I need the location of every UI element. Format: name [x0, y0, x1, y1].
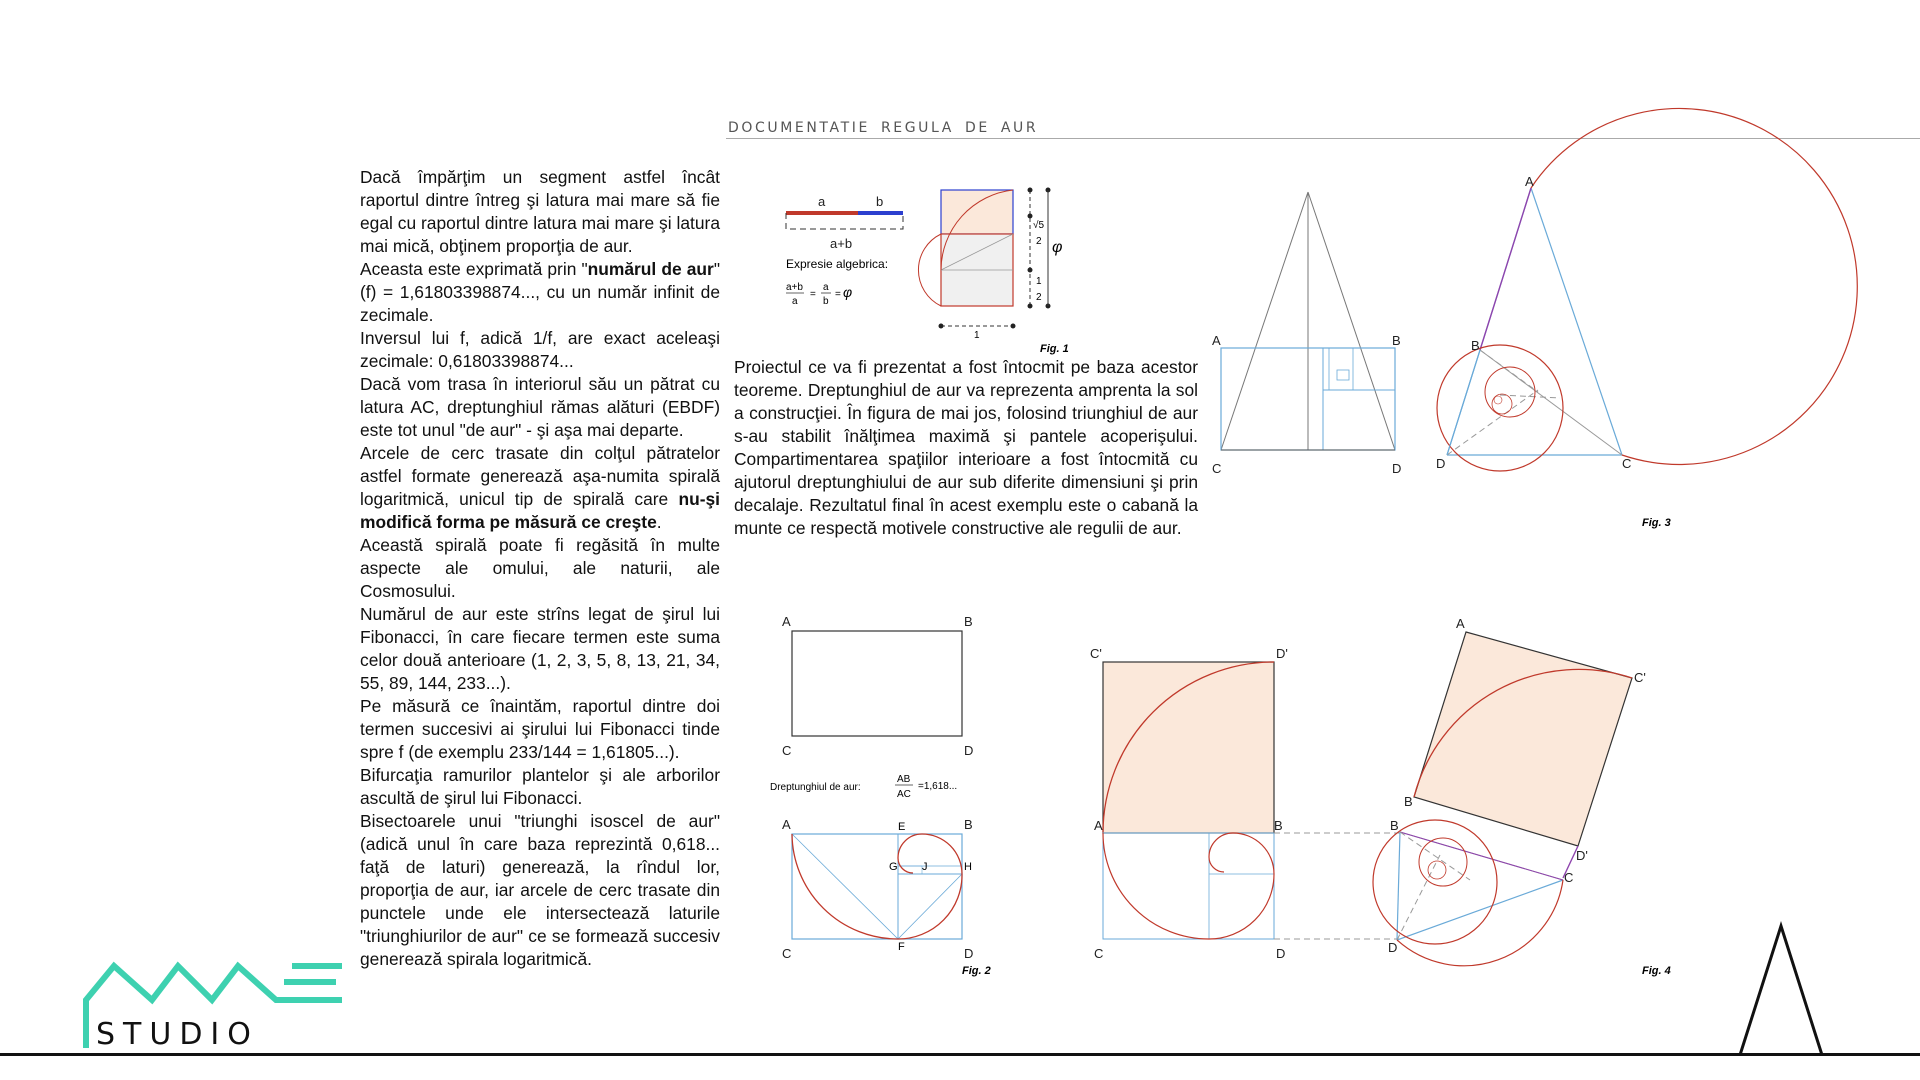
- logo-text: STUDIO: [96, 1017, 259, 1052]
- equals-1: =: [810, 289, 816, 300]
- phi-symbol: φ: [843, 284, 853, 300]
- golden-rectangle-label: Dreptunghiul de aur:: [770, 782, 861, 793]
- fig4-right-B: B: [1390, 818, 1399, 833]
- sqrt5-numerator: √5: [1033, 220, 1045, 231]
- fig3-tri-C: C: [1622, 456, 1632, 471]
- paragraph-text: Pe măsură ce înaintăm, raportul dintre doi termen succesivi ai şirului lui Fibonacci tinde spre f (de exemplu 233/144 = 1,61805...).: [360, 696, 720, 762]
- fig4-left-D-prime: D': [1276, 646, 1288, 661]
- fig-3-caption: Fig. 3: [1642, 517, 1671, 529]
- half-denominator: 2: [1036, 292, 1042, 303]
- fig4-right-C: C: [1564, 870, 1574, 885]
- fig3-tri-A: A: [1525, 174, 1534, 189]
- paragraph-text: Dacă vom trasa în interiorul său un pătrat cu latura AC, dreptunghiul rămas alături (EBDF) este tot unul "de aur" - şi aşa mai departe.: [360, 374, 720, 440]
- fig2-bottom-J: J: [922, 861, 928, 873]
- fig4-left-C-prime: C': [1090, 646, 1102, 661]
- half-numerator: 1: [1036, 276, 1042, 287]
- segment-sum-label: a+b: [830, 236, 853, 251]
- fig4-right-D: D: [1388, 940, 1398, 955]
- fig2-bottom-F: F: [898, 941, 905, 953]
- fig4-right-B-upper: B: [1404, 794, 1413, 809]
- unit-label: 1: [974, 330, 980, 341]
- paragraph-text: Arcele de cerc trasate din colţul pătratelor astfel formate generează aşa-numita spirală logaritmică, unicul tip de spirală care: [360, 443, 720, 509]
- paragraph-text: Bisectoarele unui "triunghi isoscel de aur" (adică unul în care baza reprezintă 0,618... faţă de laturi) generează, la rîndul lor, proporţia de aur, iar arcele de cerc trasate din punctele unde ele intersectează laturile "triunghiurilor de aur" ce se formează succesiv generează spirala logaritmică.: [360, 811, 720, 969]
- paragraph-text: Inversul lui f, adică 1/f, are exact aceleaşi zecimale: 0,61803398874...: [360, 328, 720, 371]
- segment-a-label: a: [818, 194, 826, 209]
- paragraph-text: Această spirală poate fi regăsită în multe aspecte ale omului, ale naturii, ale Cosmosului.: [360, 535, 720, 601]
- paragraph-text: .: [656, 512, 662, 532]
- expression-title: Expresie algebrica:: [786, 257, 889, 271]
- figure-4-right: [1373, 616, 1671, 977]
- figure-3: [1212, 108, 1857, 529]
- equals-2: =: [835, 289, 841, 300]
- fig2-top-D: D: [964, 743, 974, 758]
- fig2-top-C: C: [782, 743, 792, 758]
- fig2-bottom-D: D: [964, 946, 974, 961]
- paragraph-text: " (f) = 1,61803398874..., cu un număr infinit de zecimale.: [360, 259, 721, 325]
- fig4-left-D: D: [1276, 946, 1286, 961]
- fig4-right-D-prime: D': [1576, 848, 1588, 863]
- fraction-2-numerator: a: [823, 282, 829, 293]
- a-frame-icon: [1740, 926, 1822, 1055]
- paragraph-text: Aceasta este exprimată prin ": [360, 259, 588, 279]
- fig2-bottom-E: E: [898, 821, 906, 833]
- fig3-tri-D: D: [1436, 456, 1446, 471]
- paragraph-text: Numărul de aur este strîns legat de şirul lui Fibonacci, în care fiecare termen este suma celor două anterioare (1, 2, 3, 5, 8, 13, 21, 34, 55, 89, 144, 233...).: [360, 604, 720, 693]
- fig2-bottom-H: H: [964, 861, 972, 873]
- emphasis-text: numărul de aur: [587, 259, 714, 279]
- ratio-numerator: AB: [897, 774, 911, 785]
- fig3-rect-C: C: [1212, 461, 1222, 476]
- segment-b-label: b: [876, 194, 884, 209]
- figure-2: [770, 614, 991, 977]
- fig2-top-B: B: [964, 614, 973, 629]
- fig3-rect-D: D: [1392, 461, 1402, 476]
- paragraph-text: Dacă împărţim un segment astfel încât raportul dintre întreg şi latura mai mare să fie egal cu raportul dintre latura mai mare şi latura mai mică, obţinem proporţia de aur.: [360, 167, 720, 256]
- emphasis-text: nu-şi modifică forma pe măsură ce creşte: [360, 489, 720, 532]
- fraction-1-denominator: a: [792, 296, 798, 307]
- fig3-rect-A: A: [1212, 333, 1221, 348]
- document-header: DOCUMENTATIE REGULA DE AUR: [728, 120, 1039, 136]
- fig4-right-C-prime: C': [1634, 670, 1646, 685]
- fig2-bottom-B: B: [964, 817, 973, 832]
- fig2-bottom-G: G: [889, 861, 898, 873]
- fraction-2-denominator: b: [823, 296, 829, 307]
- fig2-bottom-A: A: [782, 817, 791, 832]
- phi-side-symbol: φ: [1052, 239, 1063, 256]
- sqrt5-denominator: 2: [1036, 236, 1042, 247]
- ratio-value: =1,618...: [918, 781, 958, 792]
- fig-4-caption: Fig. 4: [1642, 965, 1671, 977]
- ratio-denominator: AC: [897, 789, 911, 800]
- fig3-rect-B: B: [1392, 333, 1401, 348]
- fig4-left-B: B: [1274, 818, 1283, 833]
- figure-4-left: [1090, 646, 1400, 961]
- fig-2-caption: Fig. 2: [962, 965, 991, 977]
- fig2-top-A: A: [782, 614, 791, 629]
- project-description-text: Proiectul ce va fi prezentat a fost întocmit pe baza acestor teoreme. Dreptunghiul de aur va reprezenta amprenta la sol a construcţiei. În figura de mai jos, folosind triunghiul de aur s-au stabilit înălţimea maximă şi pantele acoperişului. Compartimentarea spaţiilor interioare a fost întocmită cu ajutorul dreptunghiului de aur sub diferite dimensiuni şi prin decalaje. Rezultatul final în acest exemplu este o cabană la munte ce respectă motivele constructive ale regulii de aur.: [734, 357, 1198, 538]
- fig4-left-C: C: [1094, 946, 1104, 961]
- fig4-right-A: A: [1456, 616, 1465, 631]
- fig-1-caption: Fig. 1: [1040, 343, 1069, 355]
- paragraph-text: Bifurcaţia ramurilor plantelor şi ale arborilor ascultă de şirul lui Fibonacci.: [360, 765, 720, 808]
- fig4-left-A: A: [1094, 818, 1103, 833]
- fraction-1-numerator: a+b: [786, 282, 803, 293]
- bottom-rule: [0, 1053, 1920, 1056]
- fig2-bottom-C: C: [782, 946, 792, 961]
- fig3-tri-B: B: [1471, 338, 1480, 353]
- figure-1: [786, 188, 1069, 356]
